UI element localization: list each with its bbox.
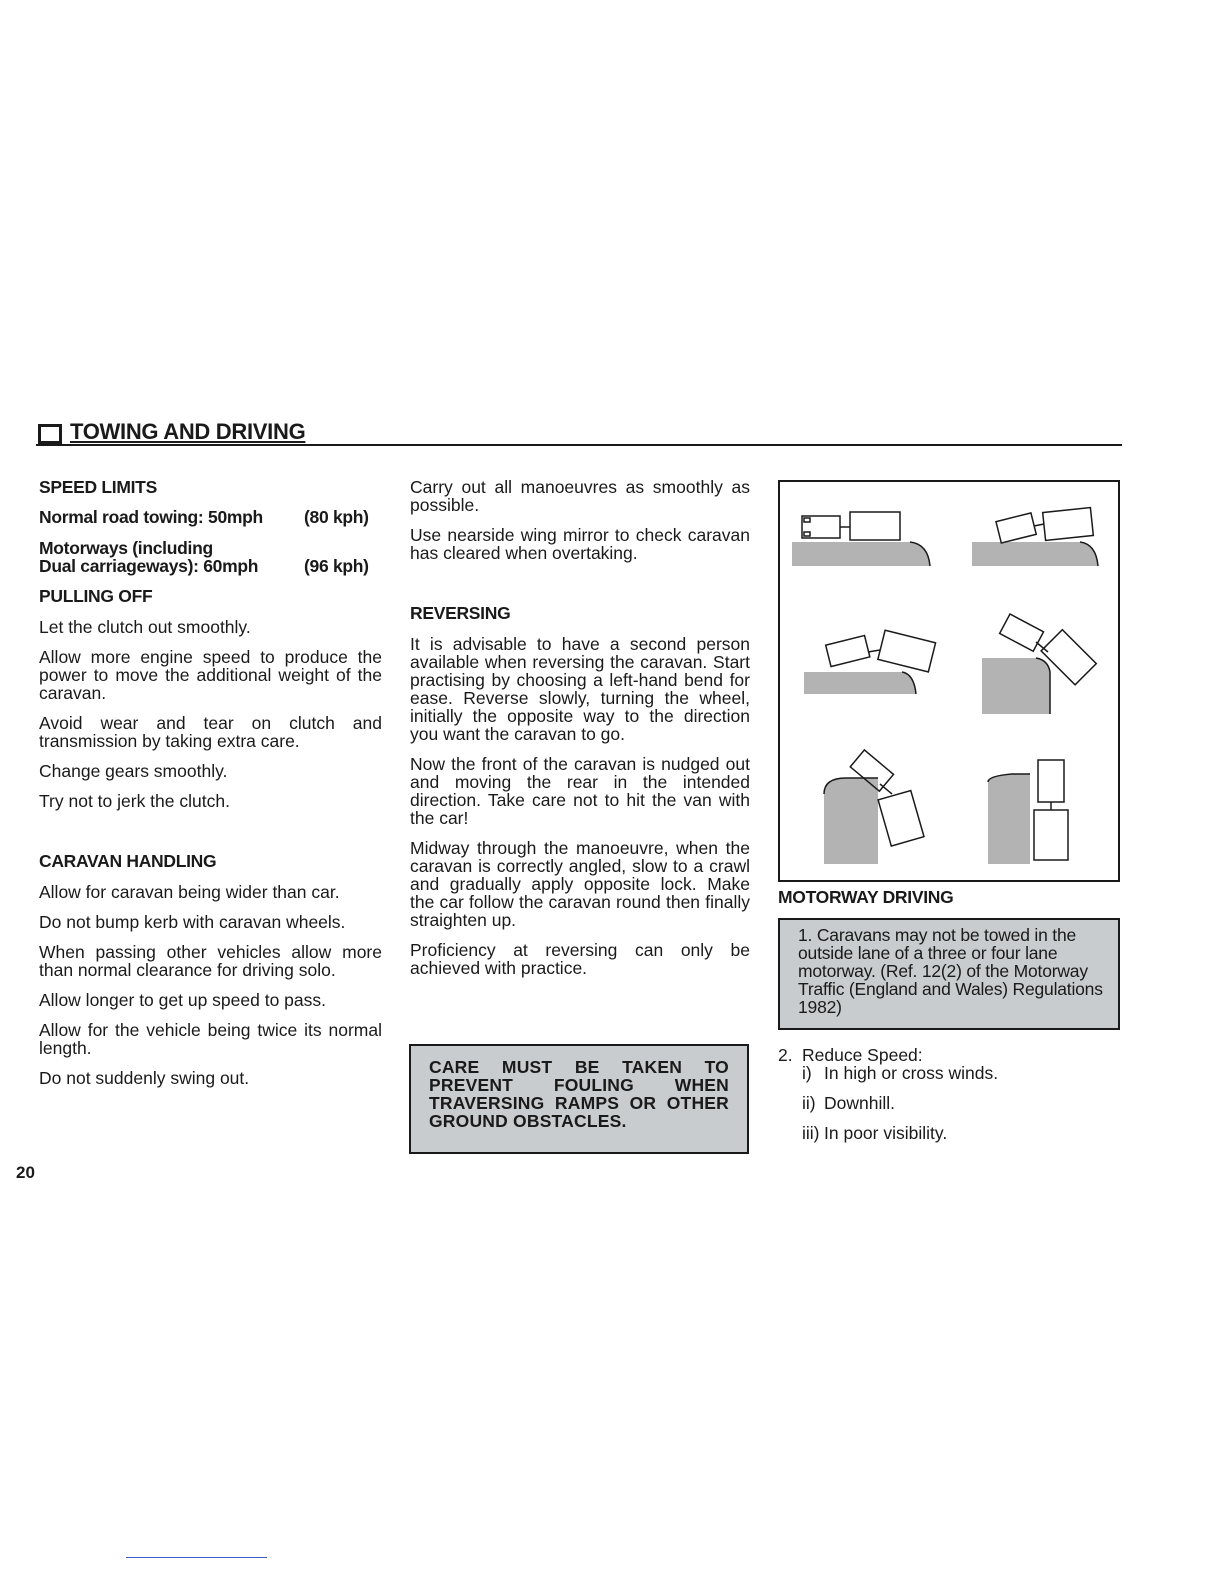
motorway-speed-line1: Motorways (including (39, 538, 213, 558)
diagram-step-5 (824, 750, 924, 864)
page-number: 20 (16, 1163, 35, 1182)
motorway-metric: (96 kph) (304, 556, 369, 576)
diagram-step-4 (982, 614, 1096, 714)
handling-item: When passing other vehicles allow more than normal clearance for driving solo. (39, 942, 382, 980)
reduce-speed-label: Reduce Speed: (802, 1045, 923, 1065)
reduce-speed-list (778, 1046, 1120, 1142)
reversing-diagram-svg (780, 482, 1122, 884)
motorway-speed-line2 (39, 557, 382, 575)
general-item: Use nearside wing mirror to check caravan has cleared when overtaking. (410, 525, 750, 563)
diagram-step-1 (792, 512, 930, 566)
pulling-off-item: Allow more engine speed to produce the power to move the additional weight of the caravan. (39, 647, 382, 703)
handling-item: Do not bump kerb with caravan wheels. (39, 912, 346, 932)
checkbox-icon (38, 424, 62, 444)
normal-road-speed (39, 508, 382, 526)
reduce-speed-number: 2. (778, 1045, 793, 1065)
warning-text: CARE MUST BE TAKEN TO PREVENT FOULING WHEN TRAVERSING RAMPS OR OTHER GROUND OBSTACLES. (429, 1057, 729, 1131)
reversing-item: It is advisable to have a second person available when reversing the caravan. Start practising by choosing a left-hand bend for ease. Reverse slowly, turning the wheel, initially the opposite way to the direction you want the caravan to go. (410, 634, 750, 744)
motorway-section (778, 888, 1120, 906)
reversing-heading: REVERSING (410, 603, 511, 623)
left-column (39, 478, 382, 1087)
pulling-off-item: Avoid wear and tear on clutch and transmission by taking extra care. (39, 713, 382, 751)
motorway-label: Dual carriageways): 60mph (39, 556, 259, 576)
handling-item: Allow longer to get up speed to pass. (39, 990, 326, 1010)
pulling-off-item: Let the clutch out smoothly. (39, 617, 251, 637)
middle-column (410, 478, 750, 977)
diagram-step-6 (988, 760, 1068, 864)
page-header (36, 418, 1122, 446)
reversing-item: Now the front of the caravan is nudged out and moving the rear in the intended direction. Take care not to hit the van with the car! (410, 754, 750, 828)
reversing-diagram (778, 480, 1120, 882)
warning-box (409, 1044, 749, 1154)
reversing-item: Proficiency at reversing can only be achieved with practice. (410, 940, 750, 978)
handling-item: Do not suddenly swing out. (39, 1068, 250, 1088)
motorway-note: 1. Caravans may not be towed in the outside lane of a three or four lane motorway. (Ref. 12(2) of the Motorway Traffic (England and Wales) Regulations 1982) (798, 925, 1103, 1017)
diagram-step-3 (804, 630, 936, 694)
pulling-off-item: Try not to jerk the clutch. (39, 791, 230, 811)
normal-road-metric: (80 kph) (304, 507, 369, 527)
condition-item: ii) Downhill. (802, 1093, 895, 1113)
speed-limits-heading: SPEED LIMITS (39, 477, 157, 497)
handling-item: Allow for caravan being wider than car. (39, 882, 340, 902)
normal-road-label: Normal road towing: 50mph (39, 507, 263, 527)
handling-item: Allow for the vehicle being twice its normal length. (39, 1020, 382, 1058)
pulling-off-item: Change gears smoothly. (39, 761, 228, 781)
bottom-link-underline (126, 1557, 267, 1558)
condition-item: i) In high or cross winds. (802, 1063, 999, 1083)
diagram-step-2 (972, 508, 1098, 566)
pulling-off-heading: PULLING OFF (39, 586, 153, 606)
page-title: TOWING AND DRIVING (70, 419, 306, 444)
motorway-note-box (778, 918, 1120, 1030)
header-rule (36, 444, 1122, 446)
reversing-item: Midway through the manoeuvre, when the caravan is correctly angled, slow to a crawl and gradually apply opposite lock. Make the car follow the caravan round then finally straighten up. (410, 838, 750, 930)
caravan-handling-heading: CARAVAN HANDLING (39, 851, 217, 871)
condition-item: iii) In poor visibility. (802, 1123, 948, 1143)
general-item: Carry out all manoeuvres as smoothly as possible. (410, 477, 750, 515)
motorway-heading: MOTORWAY DRIVING (778, 887, 954, 907)
